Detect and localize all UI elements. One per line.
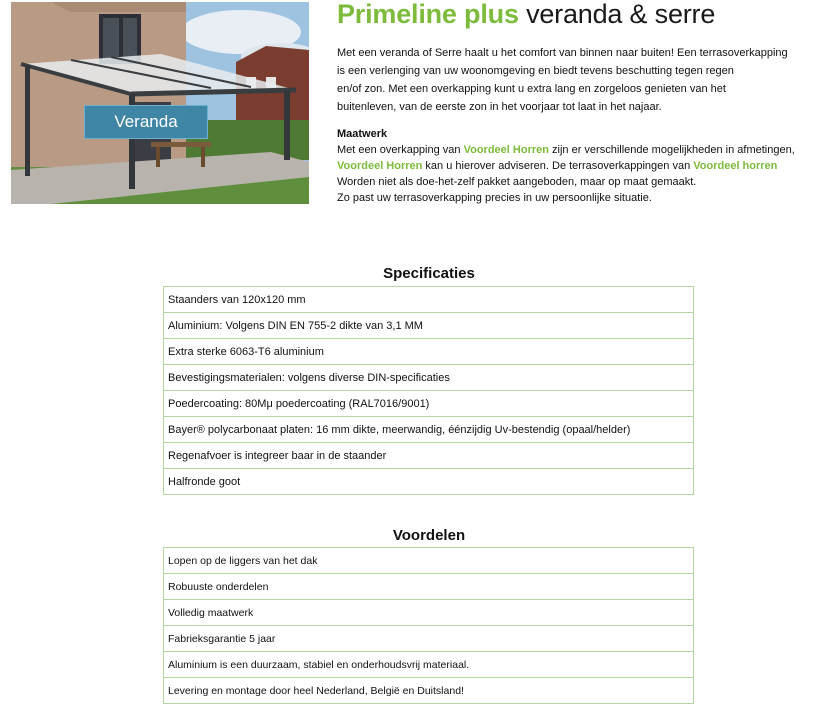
specificaties-title: Specificaties [383, 265, 475, 282]
table-row [164, 287, 694, 313]
table-row [164, 339, 694, 365]
spec-cell: Extra sterke 6063-T6 aluminium [164, 339, 694, 365]
table-row [164, 548, 694, 574]
title-brand: Primeline plus [337, 0, 519, 29]
table-row [164, 391, 694, 417]
table-row [164, 678, 694, 704]
maatwerk-text: zijn er verschillende mogelijkheden in afmetingen, [548, 144, 795, 156]
table-row [164, 313, 694, 339]
spec-cell: Regenafvoer is integreer baar in de staander [164, 443, 694, 469]
spec-cell: Halfronde goot [164, 469, 694, 495]
spec-cell: Bayer® polycarbonaat platen: 16 mm dikte, meerwandig, éénzijdig Uv-bestendig (opaal/helder) [164, 417, 694, 443]
table-row [164, 574, 694, 600]
voordeel-cell: Aluminium is een duurzaam, stabiel en onderhoudsvrij materiaal. [164, 652, 694, 678]
intro-line: en/of zon. Met een overkapping kunt u extra lang en zorgeloos genieten van het [337, 83, 726, 95]
intro-line: is een verlenging van uw woonomgeving en biedt tevens beschutting tegen regen [337, 65, 734, 77]
veranda-illustration [11, 2, 309, 204]
table-row [164, 469, 694, 495]
voordeel-cell: Levering en montage door heel Nederland, België en Duitsland! [164, 678, 694, 704]
veranda-photo [11, 2, 309, 204]
spec-cell: Bevestigingsmaterialen: volgens diverse DIN-specificaties [164, 365, 694, 391]
maatwerk-section [337, 126, 827, 206]
table-row [164, 365, 694, 391]
title-rest: veranda & serre [518, 0, 716, 29]
table-row [164, 417, 694, 443]
voordeel-cell: Robuuste onderdelen [164, 574, 694, 600]
maatwerk-text: Met een overkapping van [337, 144, 464, 156]
table-row [164, 443, 694, 469]
spec-cell: Staanders van 120x120 mm [164, 287, 694, 313]
voordeel-cell: Volledig maatwerk [164, 600, 694, 626]
brand-highlight: Voordeel horren [693, 160, 778, 172]
specificaties-table [163, 286, 694, 495]
intro-line: Met een veranda of Serre haalt u het comfort van binnen naar buiten! Een terrasoverkapping [337, 47, 788, 59]
maatwerk-heading: Maatwerk [337, 128, 388, 140]
maatwerk-line-1 [337, 142, 827, 158]
maatwerk-line-3: Worden niet als doe-het-zelf pakket aangeboden, maar op maat gemaakt. [337, 176, 697, 188]
maatwerk-text: kan u hierover adviseren. De terrasoverkappingen van [422, 160, 694, 172]
table-row [164, 626, 694, 652]
intro-paragraph [337, 44, 827, 116]
voordeel-cell: Lopen op de liggers van het dak [164, 548, 694, 574]
brand-highlight: Voordeel Horren [337, 160, 423, 172]
spec-cell: Aluminium: Volgens DIN EN 755-2 dikte van 3,1 MM [164, 313, 694, 339]
table-row [164, 652, 694, 678]
maatwerk-line-4: Zo past uw terrasoverkapping precies in uw persoonlijke situatie. [337, 192, 652, 204]
veranda-image-label: Veranda [84, 105, 208, 139]
brand-highlight: Voordeel Horren [463, 144, 549, 156]
voordelen-table [163, 547, 694, 704]
spec-cell: Poedercoating: 80Mμ poedercoating (RAL7016/9001) [164, 391, 694, 417]
page-title [337, 0, 715, 30]
table-row [164, 600, 694, 626]
voordelen-title: Voordelen [392, 527, 466, 544]
maatwerk-line-2 [337, 158, 827, 174]
intro-line: buitenleven, van de eerste zon in het voorjaar tot laat in het najaar. [337, 101, 662, 113]
voordeel-cell: Fabrieksgarantie 5 jaar [164, 626, 694, 652]
